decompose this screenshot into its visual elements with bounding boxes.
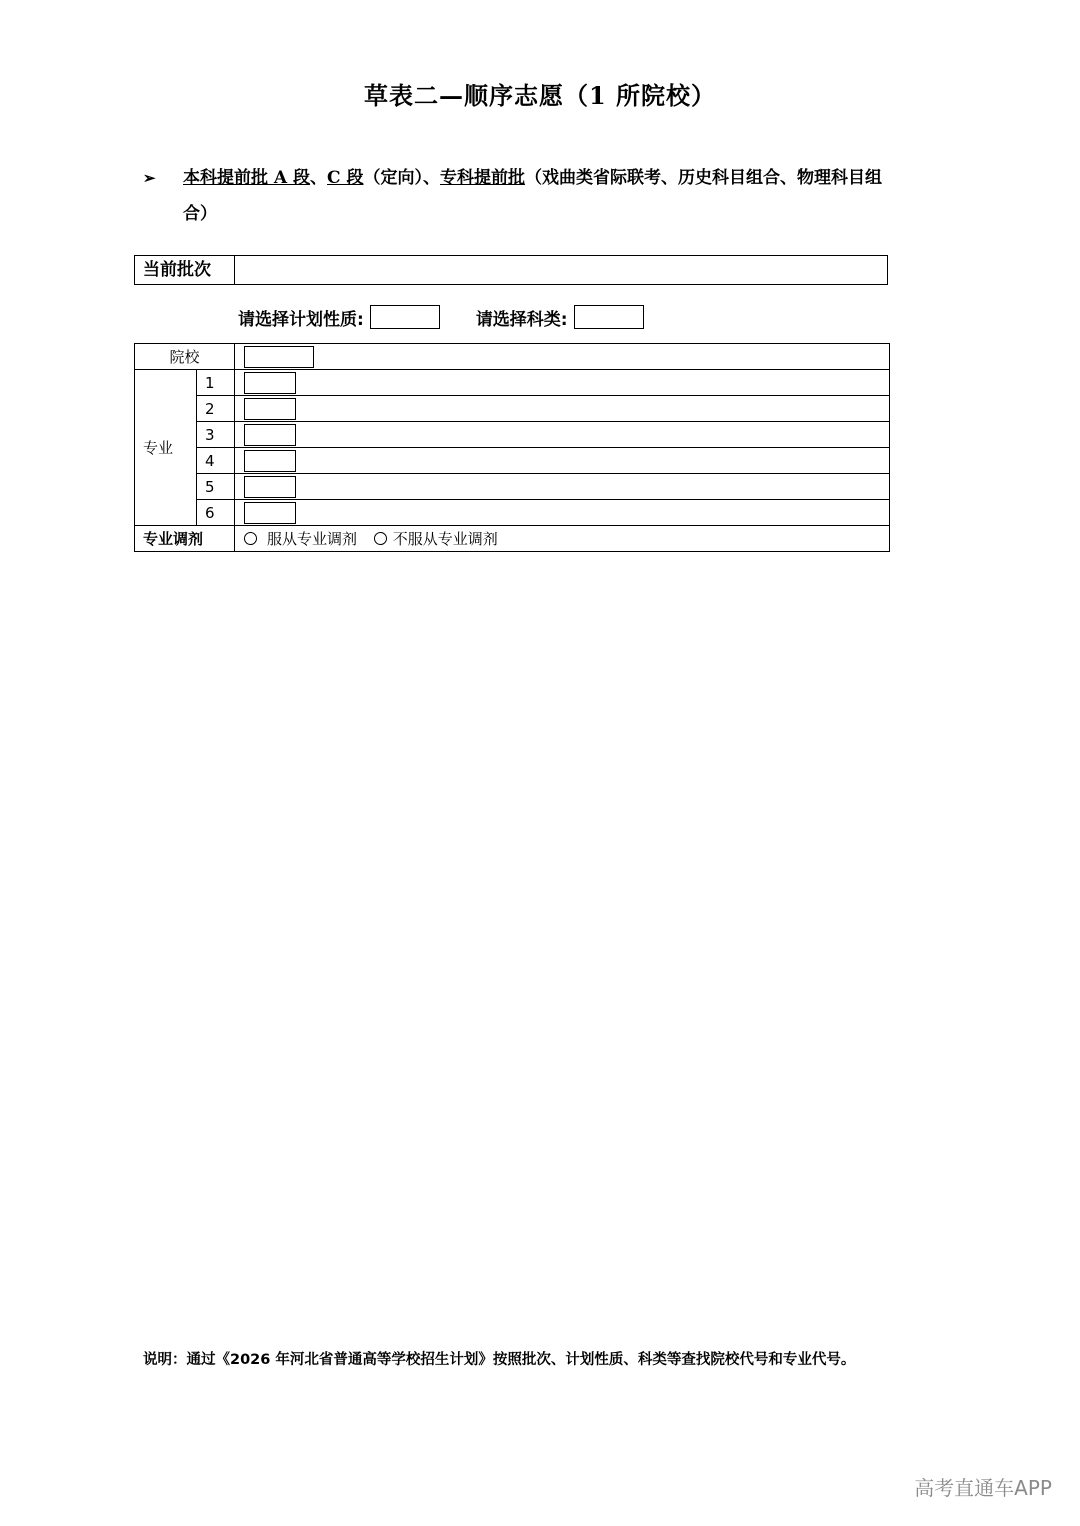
current-batch-row (134, 255, 888, 285)
school-code-field[interactable] (244, 346, 314, 368)
plan-nature-field[interactable] (370, 305, 440, 329)
major-cell (235, 396, 890, 422)
major-row (135, 500, 890, 526)
watermark: 高考直通车APP (914, 1476, 1052, 1500)
subject-type-label: 请选择科类: (475, 309, 568, 330)
current-batch-field[interactable] (235, 256, 887, 284)
batch-description (143, 160, 973, 232)
adjust-label: 专业调剂 (135, 526, 235, 552)
batch-detail: （戏曲类省际联考、历史科目组合、物理科目组 (524, 168, 882, 188)
major-number: 3 (197, 422, 235, 448)
application-form-table (134, 343, 890, 552)
arrow-bullet-icon: ➢ (143, 169, 156, 187)
footnote: 说明：通过《2026 年河北省普通高等学校招生计划》按照批次、计划性质、科类等查找院校代号和专业代号。 (143, 1352, 856, 1368)
major-code-field-4[interactable] (244, 450, 296, 472)
major-code-field-6[interactable] (244, 502, 296, 524)
adjust-row (135, 526, 890, 552)
major-number: 6 (197, 500, 235, 526)
major-cell (235, 500, 890, 526)
major-row (135, 422, 890, 448)
major-row (135, 474, 890, 500)
major-code-field-2[interactable] (244, 398, 296, 420)
school-row (135, 344, 890, 370)
major-cell (235, 474, 890, 500)
school-label: 院校 (135, 344, 235, 370)
major-row (135, 448, 890, 474)
major-number: 4 (197, 448, 235, 474)
adjust-options (235, 526, 890, 552)
accept-adjust-label: 服从专业调剂 (267, 530, 358, 548)
batch-qualifier: （定向）、 (363, 168, 440, 188)
school-cell (235, 344, 890, 370)
accept-adjust-radio[interactable] (244, 528, 357, 549)
plan-nature-label: 请选择计划性质: (238, 309, 364, 330)
current-batch-label: 当前批次 (135, 256, 235, 284)
major-number: 1 (197, 370, 235, 396)
major-label: 专业 (135, 370, 197, 526)
major-code-field-3[interactable] (244, 424, 296, 446)
major-row (135, 370, 890, 396)
batch-name-a: 本科提前批 A 段 (183, 168, 311, 188)
selector-row (238, 303, 644, 331)
radio-circle-icon (244, 532, 257, 545)
major-row (135, 396, 890, 422)
separator: 、 (310, 168, 328, 188)
batch-name-vocational: 专科提前批 (439, 168, 525, 188)
major-number: 5 (197, 474, 235, 500)
major-number: 2 (197, 396, 235, 422)
major-cell (235, 422, 890, 448)
major-cell (235, 448, 890, 474)
reject-adjust-label: 不服从专业调剂 (392, 530, 498, 548)
major-cell (235, 370, 890, 396)
page-title: 草表二—顺序志愿（1 所院校） (363, 81, 717, 110)
reject-adjust-radio[interactable] (374, 528, 498, 549)
subject-type-field[interactable] (574, 305, 644, 329)
major-code-field-5[interactable] (244, 476, 296, 498)
major-code-field-1[interactable] (244, 372, 296, 394)
batch-name-c: C 段 (327, 168, 364, 188)
radio-circle-icon (374, 532, 387, 545)
batch-detail-cont: 合） (183, 204, 217, 224)
